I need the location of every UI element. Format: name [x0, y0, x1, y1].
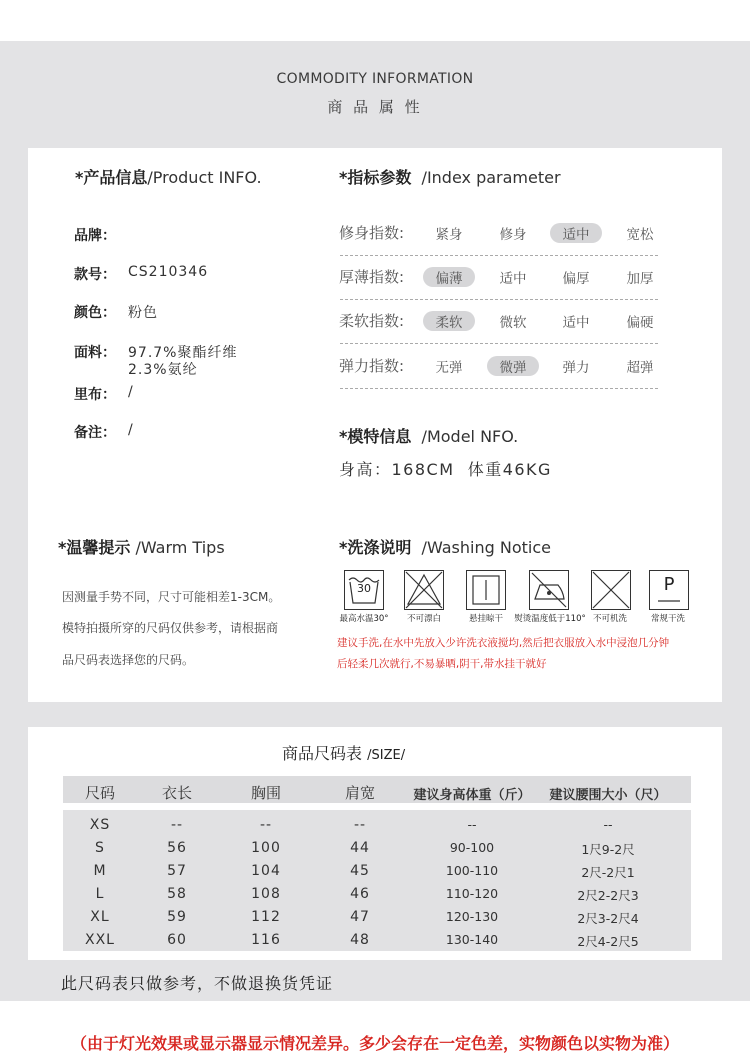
wash-caption: 不可机洗 — [592, 614, 627, 624]
index-option: 偏厚 — [562, 271, 590, 287]
index-parameter-title-cn: *指标参数 — [339, 168, 412, 187]
index-label: 修身指数: — [339, 224, 405, 242]
washing-notice-line: 建议手洗,在水中先放入少许洗衣液搅均,然后把衣服放入水中浸泡几分钟 — [337, 637, 670, 649]
index-label: 弹力指数: — [339, 357, 405, 375]
index-parameter-title — [339, 165, 561, 188]
index-option: 适中 — [499, 271, 527, 287]
size-table-cell: 116 — [251, 932, 281, 948]
index-option-selected: 适中 — [550, 223, 602, 243]
size-table-footnote: 此尺码表只做参考，不做退换货凭证 — [61, 974, 334, 993]
size-table-header-cell: 尺码 — [84, 784, 115, 802]
wash-caption: 悬挂晾干 — [468, 614, 503, 624]
size-table-cell: XS — [89, 817, 111, 833]
info-label-remark: 备注： — [74, 425, 116, 441]
size-table-cell: 1尺9-2尺 — [581, 842, 635, 857]
model-info-title-en: /Model NFO. — [421, 427, 519, 446]
index-option: 弹力 — [562, 360, 590, 376]
size-table-header-cell: 胸围 — [250, 784, 281, 802]
model-info-title-cn: *模特信息 — [339, 427, 412, 446]
wash-temp-number: 30 — [357, 582, 371, 595]
info-value-lining: / — [128, 384, 134, 400]
size-table-cell: 56 — [167, 840, 187, 856]
index-option: 无弹 — [435, 360, 463, 376]
index-option: 偏硬 — [626, 315, 654, 331]
divider — [340, 255, 658, 256]
size-table-cell: M — [93, 863, 107, 879]
index-label: 柔软指数: — [339, 312, 405, 330]
info-label-color: 颜色： — [74, 305, 116, 321]
hang-dry-icon — [466, 570, 506, 610]
size-table-cell: 108 — [251, 886, 281, 902]
index-option: 超弹 — [626, 360, 654, 376]
info-value-remark: / — [128, 422, 134, 438]
size-table-cell: 60 — [167, 932, 187, 948]
wash-30-icon — [344, 570, 384, 610]
size-table-cell: 2尺4-2尺5 — [577, 934, 639, 949]
size-table-cell: 112 — [251, 909, 281, 925]
index-option-selected: 柔软 — [423, 311, 475, 331]
size-table-cell: 44 — [350, 840, 370, 856]
size-table-cell: 58 — [167, 886, 187, 902]
index-parameter-title-en: /Index parameter — [421, 168, 561, 187]
index-option: 宽松 — [626, 227, 654, 243]
size-table-cell: 104 — [251, 863, 281, 879]
product-info-title — [75, 165, 262, 188]
index-option: 适中 — [562, 315, 590, 331]
index-label: 厚薄指数: — [339, 268, 405, 286]
size-table-title-cn: 商品尺码表 — [282, 744, 363, 763]
size-table-cell: 47 — [350, 909, 370, 925]
size-table-cell: -- — [259, 817, 273, 833]
info-label-brand: 品牌： — [74, 228, 116, 244]
divider — [340, 343, 658, 344]
info-value-fabric-2: 2.3%氨纶 — [128, 362, 198, 378]
warm-tips-title-en: /Warm Tips — [135, 538, 225, 557]
dry-clean-letter: P — [663, 574, 675, 595]
index-option: 微软 — [499, 315, 527, 331]
info-value-style-no: CS210346 — [128, 264, 209, 280]
size-table-cell: 100-110 — [445, 863, 499, 878]
size-table-header-cell: 建议腰围大小（尺） — [549, 788, 667, 803]
info-value-fabric-1: 97.7%聚酯纤维 — [128, 345, 238, 361]
no-bleach-icon — [404, 570, 444, 610]
size-table-cell: 110-120 — [445, 886, 499, 901]
size-table-cell: 120-130 — [445, 909, 499, 924]
index-option: 加厚 — [626, 271, 654, 287]
info-value-color: 粉色 — [128, 305, 158, 321]
info-label-fabric: 面料： — [74, 345, 116, 361]
info-label-lining: 里布： — [74, 387, 116, 403]
size-table-header-cell: 建议身高体重（斤） — [413, 788, 531, 803]
size-table-cell: -- — [170, 817, 184, 833]
wash-caption: 不可漂白 — [406, 614, 441, 624]
size-table-cell: 48 — [350, 932, 370, 948]
size-table-cell: 2尺2-2尺3 — [577, 888, 639, 903]
size-table-cell: XXL — [85, 932, 115, 948]
size-table-cell: -- — [603, 817, 613, 832]
no-machine-wash-icon — [591, 570, 631, 610]
size-table-cell: 57 — [167, 863, 187, 879]
index-option: 修身 — [499, 227, 527, 243]
model-info-title — [339, 424, 518, 447]
warm-tips-title — [58, 535, 225, 558]
info-label-style-no: 款号： — [74, 267, 116, 283]
size-table-title — [282, 741, 405, 764]
size-table-cell: 130-140 — [445, 932, 499, 947]
dry-clean-icon — [649, 570, 689, 610]
index-option-selected: 偏薄 — [423, 267, 475, 287]
washing-notice-title — [339, 535, 551, 558]
wash-caption: 最高水温30° — [339, 614, 389, 624]
size-table-cell: 90-100 — [449, 840, 495, 855]
divider — [340, 388, 658, 389]
warm-tip-line: 品尺码表选择您的尺码。 — [62, 653, 195, 667]
washing-notice-line: 后轻柔几次就行,不易暴晒,阴干,带水挂干就好 — [337, 658, 547, 670]
warm-tip-line: 因测量手势不同，尺寸可能相差1-3CM。 — [62, 590, 281, 604]
wash-caption: 常规干洗 — [650, 614, 685, 624]
size-table-cell: 2尺3-2尺4 — [577, 911, 639, 926]
size-table-title-suffix: /SIZE/ — [367, 748, 406, 763]
washing-notice-title-cn: *洗涤说明 — [339, 538, 412, 557]
color-disclaimer: （由于灯光效果或显示器显示情况差异。多少会存在一定色差，实物颜色以实物为准） — [70, 1034, 679, 1053]
size-table-cell: XL — [90, 909, 110, 925]
size-table-cell: 45 — [350, 863, 370, 879]
warm-tips-title-cn: *温馨提示 — [58, 538, 131, 557]
divider — [340, 299, 658, 300]
header-title-cn: 商 品 属 性 — [327, 98, 423, 116]
washing-notice-title-en: /Washing Notice — [421, 538, 551, 557]
model-measurements: 身高：168CM 体重46KG — [339, 460, 552, 479]
iron-icon — [529, 570, 569, 610]
index-option-selected: 微弹 — [487, 356, 539, 376]
size-table-cell: 46 — [350, 886, 370, 902]
size-table-header-cell: 肩宽 — [344, 784, 375, 802]
size-table-cell: -- — [353, 817, 367, 833]
index-option: 紧身 — [435, 227, 463, 243]
wash-caption: 熨烫温度低于110° — [514, 614, 586, 624]
size-table-header-cell: 衣长 — [161, 784, 192, 802]
size-table-cell: L — [95, 886, 105, 902]
size-table-cell: 2尺-2尺1 — [581, 865, 635, 880]
size-table-cell: -- — [467, 817, 477, 832]
size-table-cell: 100 — [251, 840, 281, 856]
header-title-en: COMMODITY INFORMATION — [276, 71, 474, 87]
product-info-title-en: /Product INFO. — [147, 168, 262, 187]
size-table-cell: S — [95, 840, 105, 856]
size-table-cell: 59 — [167, 909, 187, 925]
product-info-title-cn: *产品信息 — [75, 168, 148, 187]
warm-tip-line: 模特拍摄所穿的尺码仅供参考，请根据商 — [62, 621, 279, 635]
